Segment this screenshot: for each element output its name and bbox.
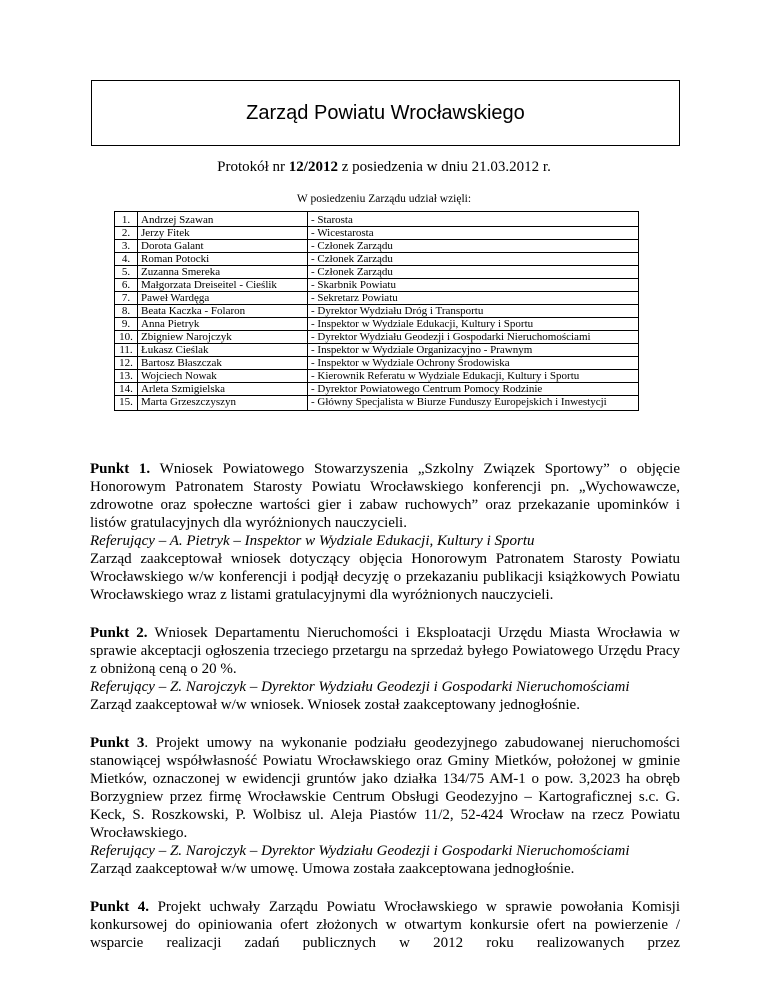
member-number: 15.: [115, 396, 138, 411]
protocol-prefix: Protokół nr: [217, 159, 289, 175]
member-role: - Skarbnik Powiatu: [308, 279, 639, 292]
member-number: 2.: [115, 227, 138, 240]
member-role: - Kierownik Referatu w Wydziale Edukacji, Kultury i Sportu: [308, 370, 639, 383]
protocol-number: 12/2012: [288, 159, 338, 175]
member-name: Łukasz Cieślak: [138, 344, 308, 357]
member-role: - Inspektor w Wydziale Edukacji, Kultury i Sportu: [308, 318, 639, 331]
member-number: 10.: [115, 331, 138, 344]
member-row: [115, 253, 639, 266]
member-number: 14.: [115, 383, 138, 396]
member-role: - Starosta: [308, 212, 639, 227]
member-role: - Członek Zarządu: [308, 266, 639, 279]
point-text: Wniosek Powiatowego Stowarzyszenia „Szkolny Związek Sportowy” o objęcie Honorowym Patronatem Starosty Powiatu Wrocławskiego konferencji pn. „Wychowawcze, zdrowotne oraz społeczne wartości gier i zabaw ruchowych” oraz przekazanie upominków i listów gratulacyjnych dla wyróżnionych nauczycieli.: [90, 461, 681, 531]
title-box: [91, 80, 680, 146]
member-row: [115, 240, 639, 253]
member-name: Anna Pietryk: [138, 318, 308, 331]
member-name: Zuzanna Smereka: [138, 266, 308, 279]
member-number: 3.: [115, 240, 138, 253]
member-name: Beata Kaczka - Folaron: [138, 305, 308, 318]
point-referent: Referujący – Z. Narojczyk – Dyrektor Wydziału Geodezji i Gospodarki Nieruchomościami: [90, 843, 630, 859]
member-row: [115, 396, 639, 411]
member-role: - Członek Zarządu: [308, 253, 639, 266]
member-name: Paweł Wardęga: [138, 292, 308, 305]
member-name: Roman Potocki: [138, 253, 308, 266]
member-name: Marta Grzeszczyszyn: [138, 396, 308, 411]
member-row: [115, 292, 639, 305]
protocol-suffix: z posiedzenia w dniu 21.03.2012 r.: [337, 159, 551, 175]
member-name: Zbigniew Narojczyk: [138, 331, 308, 344]
member-number: 5.: [115, 266, 138, 279]
member-name: Andrzej Szawan: [138, 212, 308, 227]
point-label: Punkt 4.: [90, 899, 149, 915]
member-role: - Inspektor w Wydziale Ochrony Środowiska: [308, 357, 639, 370]
member-role: - Dyrektor Wydziału Dróg i Transportu: [308, 305, 639, 318]
member-role: - Dyrektor Wydziału Geodezji i Gospodarki Nieruchomościami: [308, 331, 639, 344]
member-number: 8.: [115, 305, 138, 318]
member-role: - Sekretarz Powiatu: [308, 292, 639, 305]
point-decision: Zarząd zaakceptował w/w wniosek. Wniosek został zaakceptowany jednogłośnie.: [90, 697, 580, 713]
member-name: Wojciech Nowak: [138, 370, 308, 383]
member-row: [115, 344, 639, 357]
member-row: [115, 305, 639, 318]
member-name: Jerzy Fitek: [138, 227, 308, 240]
members-table: [114, 211, 639, 411]
member-number: 11.: [115, 344, 138, 357]
member-number: 7.: [115, 292, 138, 305]
document-body: [90, 460, 680, 972]
point-referent: Referujący – Z. Narojczyk – Dyrektor Wydziału Geodezji i Gospodarki Nieruchomościami: [90, 679, 630, 695]
point-4: [90, 898, 680, 952]
point-label: Punkt 1.: [90, 461, 151, 477]
point-text: Projekt uchwały Zarządu Powiatu Wrocławskiego w sprawie powołania Komisji konkursowej do opiniowania ofert złożonych w otwartym konkursie ofert na powierzenie / wsparcie realizacji zadań publicznych w 2012 roku realizowanych przez: [90, 899, 681, 951]
member-role: - Członek Zarządu: [308, 240, 639, 253]
member-number: 6.: [115, 279, 138, 292]
point-2: [90, 624, 680, 714]
member-number: 9.: [115, 318, 138, 331]
member-name: Małgorzata Dreiseitel - Cieślik: [138, 279, 308, 292]
member-row: [115, 370, 639, 383]
member-row: [115, 331, 639, 344]
member-role: - Inspektor w Wydziale Organizacyjno - Prawnym: [308, 344, 639, 357]
document-title: Zarząd Powiatu Wrocławskiego: [246, 101, 525, 124]
member-number: 12.: [115, 357, 138, 370]
point-label: Punkt 3: [90, 735, 145, 751]
member-row: [115, 357, 639, 370]
member-row: [115, 383, 639, 396]
member-row: [115, 318, 639, 331]
member-number: 4.: [115, 253, 138, 266]
member-row: [115, 266, 639, 279]
member-role: - Główny Specjalista w Biurze Funduszy Europejskich i Inwestycji: [308, 396, 639, 411]
point-decision: Zarząd zaakceptował wniosek dotyczący objęcia Honorowym Patronatem Starosty Powiatu Wrocławskiego w/w konferencji i podjął decyzję o przekazaniu publikacji książkowych Powiatu Wrocławskiego wraz z listami gratulacyjnymi dla wyróżnionych nauczycieli.: [90, 551, 680, 603]
point-referent: Referujący – A. Pietryk – Inspektor w Wydziale Edukacji, Kultury i Sportu: [90, 533, 535, 549]
member-name: Bartosz Błaszczak: [138, 357, 308, 370]
point-1: [90, 460, 680, 604]
member-name: Arleta Szmigielska: [138, 383, 308, 396]
member-role: - Dyrektor Powiatowego Centrum Pomocy Rodzinie: [308, 383, 639, 396]
member-number: 13.: [115, 370, 138, 383]
point-text: Wniosek Departamentu Nieruchomości i Eksploatacji Urzędu Miasta Wrocławia w sprawie akceptacji ogłoszenia trzeciego przetargu na sprzedaż byłego Powiatowego Urzędu Pracy z obniżoną ceną o 20 %.: [90, 625, 681, 677]
point-text: . Projekt umowy na wykonanie podziału geodezyjnego zabudowanej nieruchomości stanowiącej współwłasność Powiatu Wrocławskiego oraz Gminy Mietków, położonej w gminie Mietków, oznaczonej w ewidencji gruntów jako działka 134/75 AM-1 o pow. 3,2023 ha obręb Borzygniew przez firmę Wrocławskie Centrum Obsługi Geodezyjno – Kartograficznej s.c. G. Keck, S. Roszkowski, P. Wolbisz ul. Aleja Piastów 11/2, 52-424 Wrocław na rzecz Powiatu Wrocławskiego.: [90, 735, 680, 841]
member-role: - Wicestarosta: [308, 227, 639, 240]
point-label: Punkt 2.: [90, 625, 148, 641]
member-row: [115, 227, 639, 240]
member-number: 1.: [115, 212, 138, 227]
point-3: [90, 734, 680, 878]
member-name: Dorota Galant: [138, 240, 308, 253]
protocol-line: [0, 159, 768, 176]
point-decision: Zarząd zaakceptował w/w umowę. Umowa została zaakceptowana jednogłośnie.: [90, 861, 575, 877]
attendance-intro: W posiedzeniu Zarządu udział wzięli:: [296, 193, 472, 205]
member-row: [115, 279, 639, 292]
member-row: [115, 212, 639, 227]
